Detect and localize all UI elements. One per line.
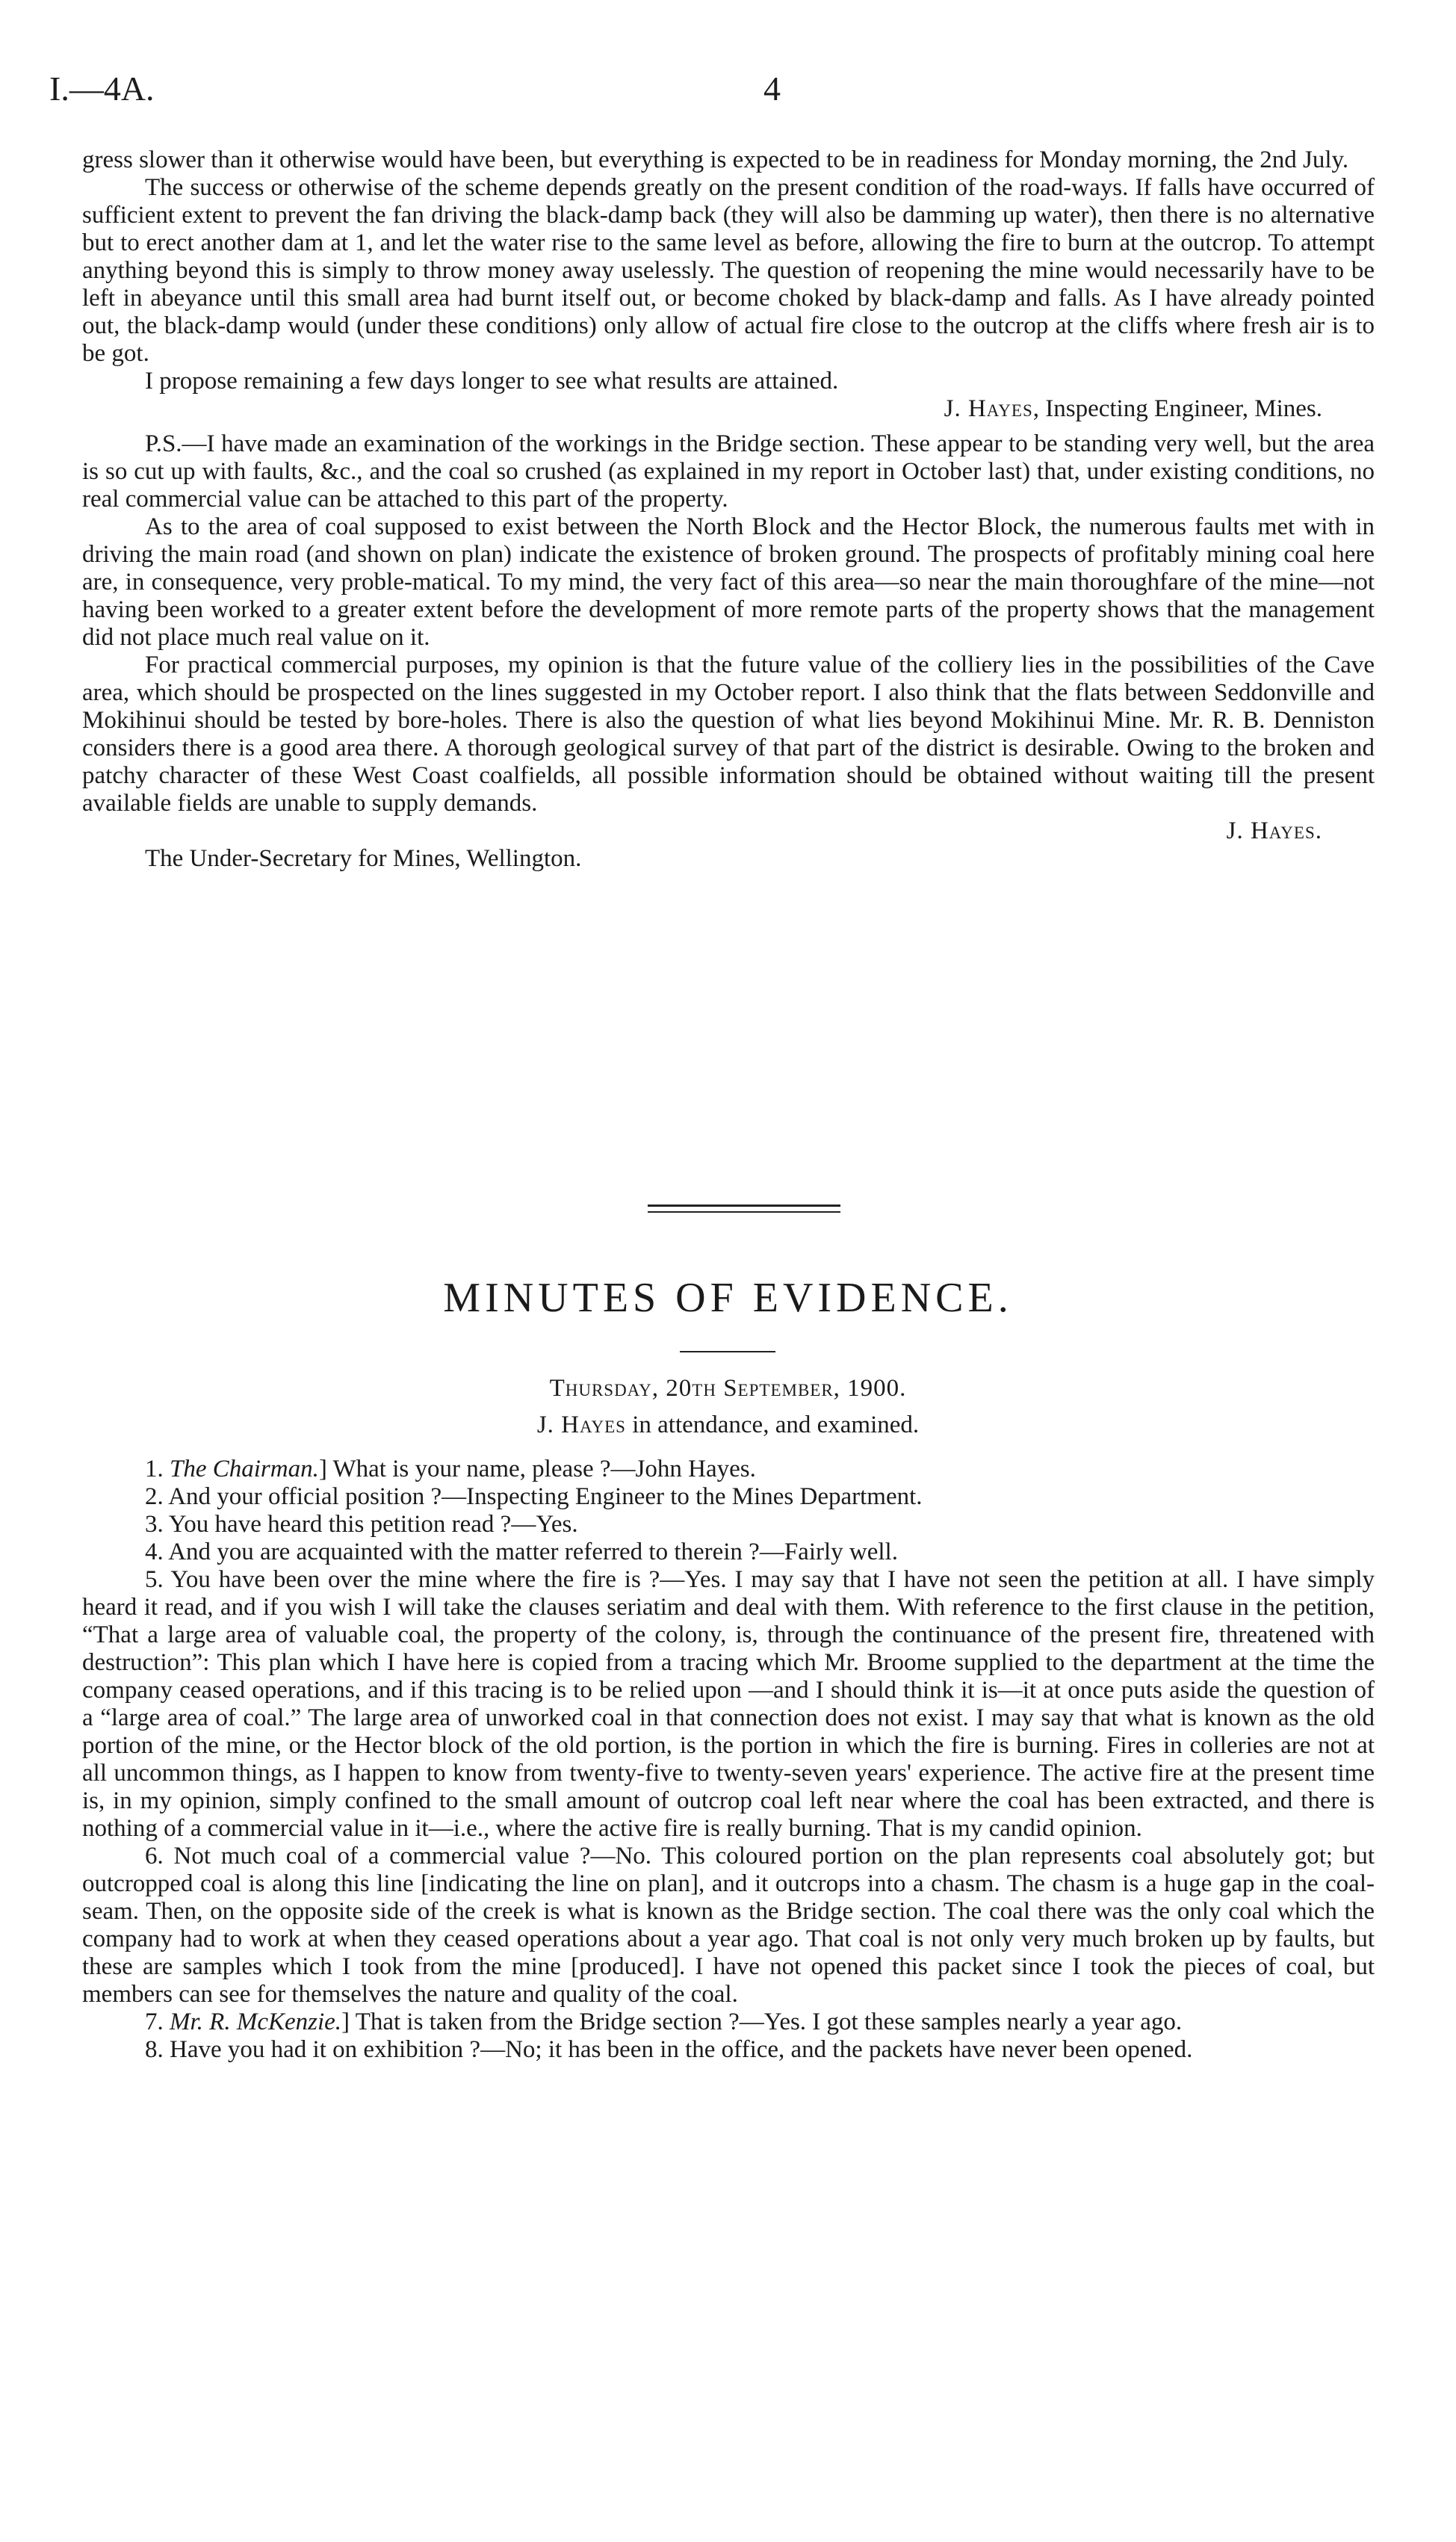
witness-status: in attendance, and examined. xyxy=(625,1411,920,1438)
hearing-date: Thursday, 20th September, 1900. xyxy=(549,1375,907,1402)
evidence-question xyxy=(82,1843,1375,2008)
question-text: You have heard this petition read ?—Yes. xyxy=(168,1511,578,1538)
evidence-question xyxy=(82,2008,1375,2036)
question-number: 8. xyxy=(145,2036,170,2063)
speaker-name: The Chairman. xyxy=(170,1456,319,1482)
speaker-name: Mr. R. McKenzie. xyxy=(170,2008,342,2035)
report-addressee: The Under-Secretary for Mines, Wellington. xyxy=(145,845,582,872)
question-number: 6. xyxy=(145,1843,174,1870)
signature-name: J. Hayes. xyxy=(1226,817,1322,844)
divider-rule xyxy=(648,1211,840,1213)
evidence-question xyxy=(82,1483,1375,1511)
report-signature xyxy=(82,395,1375,423)
question-number: 3. xyxy=(145,1511,169,1538)
report-paragraph: I propose remaining a few days longer to see what results are attained. xyxy=(145,368,839,395)
question-text: And you are acquainted with the matter referred to therein ?—Fairly well. xyxy=(168,1539,898,1565)
parliamentary-paper-reference: I.—4A. xyxy=(49,69,155,108)
divider-rule xyxy=(648,1204,840,1207)
question-number: 2. xyxy=(145,1483,169,1510)
evidence-question xyxy=(82,1511,1375,1539)
evidence-question xyxy=(82,2036,1375,2064)
page-number: 4 xyxy=(763,69,781,108)
question-text: Not much coal of a commercial value ?—No. This coloured portion on the plan represents coal absolutely got; but outcropped coal is along this line [indicating the line on plan], and it outcrops into a chasm. The chasm is a huge gap in the coal-seam. Then, on the opposite side of the creek is what is known as the Bridge section. The coal there was the only coal which the company had to work at when they ceased operations about a year ago. That coal is not only very much broken up by faults, but these are samples which I took from the mine [produced]. I have not opened this packet since I took the pieces of coal, but members can see for themselves the nature and quality of the coal. xyxy=(82,1843,1375,2008)
question-text: And your official position ?—Inspecting Engineer to the Mines Department. xyxy=(168,1483,923,1510)
witness-line xyxy=(0,1411,1456,1439)
question-text: ] That is taken from the Bridge section ?—Yes. I got these samples nearly a year ago. xyxy=(341,2008,1183,2035)
witness-name: J. Hayes xyxy=(536,1411,626,1438)
question-number: 5. xyxy=(145,1566,171,1593)
signature-title: , Inspecting Engineer, Mines. xyxy=(1032,395,1322,422)
postscript-paragraph: P.S.—I have made an examination of the workings in the Bridge section. These appear to be standing very well, but the area is so cut up with faults, &c., and the coal so crushed (as explained in my report in October last) that, under existing conditions, no real commercial value can be attached to this part of the property. xyxy=(82,430,1375,513)
question-text: ] What is your name, please ?—John Hayes. xyxy=(318,1456,756,1482)
report-paragraph: The success or otherwise of the scheme depends greatly on the present condition of the road-ways. If falls have occurred of sufficient extent to prevent the fan driving the black-damp back (they will also be damming up water), then there is no alternative but to erect another dam at 1, and let the water rise to the same level as before, allowing the fire to burn at the outcrop. To attempt anything beyond this is simply to throw money away uselessly. The question of reopening the mine would necessarily have to be left in abeyance until this small area had burnt itself out, or become choked by black-damp and falls. As I have already pointed out, the black-damp would (under these conditions) only allow of actual fire close to the outcrop at the cliffs where fresh air is to be got. xyxy=(82,174,1375,367)
postscript-signature xyxy=(82,817,1375,845)
postscript-paragraph: For practical commercial purposes, my opinion is that the future value of the colliery lies in the possibilities of the Cave area, which should be prospected on the lines suggested in my October report. I also think that the flats between Seddonville and Mokihinui should be tested by bore-holes. There is also the question of what lies beyond Mokihinui Mine. Mr. R. B. Denniston considers there is a good area there. A thorough geological survey of that part of the district is desirable. Owing to the broken and patchy character of these West Coast coalfields, all possible information should be obtained without waiting till the present available fields are unable to supply demands. xyxy=(82,652,1375,817)
signature-name: J. Hayes xyxy=(944,395,1033,422)
evidence-question xyxy=(82,1456,1375,1483)
postscript-paragraph: As to the area of coal supposed to exist between the North Block and the Hector Block, the numerous faults met with in driving the main road (and shown on plan) indicate the existence of broken ground. The prospects of profitably mining coal here are, in consequence, very proble-matical. To my mind, the very fact of this area—so near the main thoroughfare of the mine—not having been worked to a greater extent before the development of more remote parts of the property shows that the management did not place much real value on it. xyxy=(82,513,1375,651)
question-number: 7. xyxy=(145,2008,170,2035)
question-number: 4. xyxy=(145,1539,169,1565)
evidence-question xyxy=(82,1539,1375,1566)
evidence-question xyxy=(82,1566,1375,1843)
question-number: 1. xyxy=(145,1456,170,1482)
question-text: You have been over the mine where the fire is ?—Yes. I may say that I have not seen the petition at all. I have simply heard it read, and if you wish I will take the clauses seriatim and deal with them. With reference to the first clause in the petition, “That a large area of valuable coal, the property of the colony, is, through the continuance of the present fire, threatened with destruction”: This plan which I have here is copied from a tracing which Mr. Broome supplied to the department at the time the company ceased operations, and if this tracing is to be relied upon —and I should think it is—it at once puts aside the question of a “large area of coal.” The large area of unworked coal in that connection does not exist. I may say that what is known as the old portion of the mine, or the Hector block of the old portion, is the portion in which the fire is burning. Fires in colleries are not at all uncommon things, as I happen to know from twenty-five to twenty-seven years' experience. The active fire at the present time is, in my opinion, simply confined to the small amount of outcrop coal left near where the coal has been extracted, and there is nothing of a commercial value in it—i.e., where the active fire is really burning. That is my candid opinion. xyxy=(82,1566,1375,1842)
minutes-title: MINUTES OF EVIDENCE. xyxy=(443,1275,1013,1321)
question-text: Have you had it on exhibition ?—No; it has been in the office, and the packets have never been opened. xyxy=(170,2036,1193,2063)
section-divider xyxy=(648,1204,840,1213)
report-paragraph: gress slower than it otherwise would have been, but everything is expected to be in readiness for Monday morning, the 2nd July. xyxy=(82,146,1349,173)
page-header xyxy=(49,69,1424,114)
title-underline xyxy=(680,1351,775,1352)
evidence-list xyxy=(82,1456,1375,2064)
report-section xyxy=(82,146,1375,873)
